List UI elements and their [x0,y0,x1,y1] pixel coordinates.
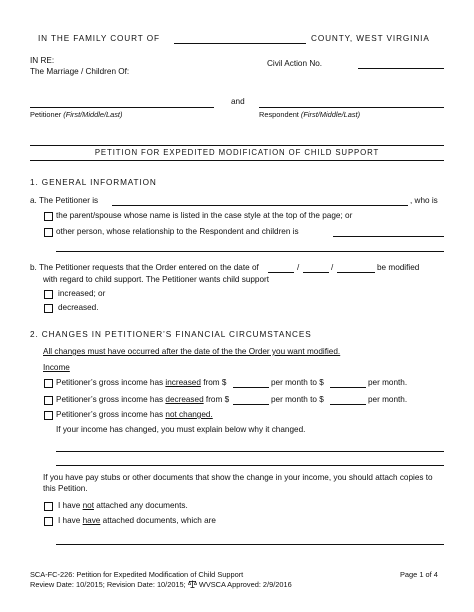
per-month-label-2: per month. [368,395,408,404]
have-word: have [82,516,101,525]
per-month-label: per month. [368,378,408,387]
per-month-to-label-2: per month to $ [271,395,324,404]
civil-action-label: Civil Action No. [267,59,323,68]
income-not-changed-prefix: Petitioner’s gross income has [56,410,164,419]
form-id-line: SCA-FC-226: Petition for Expedited Modification of Child Support [30,570,244,579]
attached-post: attached documents, which are [102,516,216,525]
review-date-text: Review Date: 10/2015; Revision Date: 10/2015; [30,580,186,589]
respondent-label: Respondent [259,110,299,119]
not-attached-post: attached any documents. [96,501,188,510]
attached-documents-field[interactable] [56,544,444,545]
income-decreased-prefix: Petitioner’s gross income has [56,395,164,404]
respondent-hint: (First/Middle/Last) [300,110,361,119]
petitioner-name-field[interactable] [30,107,214,108]
who-is-label: , who is [410,196,438,205]
order-day-field[interactable] [303,272,329,273]
increased-checkbox[interactable] [44,290,53,299]
increased-from-amount[interactable] [233,387,269,388]
title-rule-bottom [30,160,444,161]
attached-checkbox[interactable] [44,517,53,526]
order-month-field[interactable] [268,272,294,273]
child-support-label: with regard to child support. The Petitioner wants child support [43,275,270,284]
court-prefix: IN THE FAMILY COURT OF [38,34,160,43]
county-field[interactable] [174,43,306,44]
petition-title: PETITION FOR EXPEDITED MODIFICATION OF CHILD SUPPORT [94,148,380,157]
other-person-checkbox[interactable] [44,228,53,237]
petitioner-hint: (First/Middle/Last) [63,110,123,119]
order-year-field[interactable] [337,272,375,273]
paystubs-note-line1: If you have pay stubs or other documents that show the change in your income, you should attach copies to [43,473,433,482]
income-decreased-checkbox[interactable] [44,396,53,405]
not-attached-pre: I have [58,501,81,510]
decreased-label: decreased. [58,303,99,312]
not-attached-checkbox[interactable] [44,502,53,511]
court-suffix: COUNTY, WEST VIRGINIA [311,34,430,43]
respondent-name-field[interactable] [259,107,444,108]
petitioner-is-field[interactable] [112,205,408,206]
parent-spouse-label: the parent/spouse whose name is listed in the case style at the top of the page; or [56,211,353,220]
and-text: and [231,97,245,106]
attached-pre: I have [58,516,81,525]
paystubs-note-line2: this Petition. [43,484,88,493]
decreased-checkbox[interactable] [44,304,53,313]
income-increased-prefix: Petitioner’s gross income has [56,378,164,387]
increased-to-amount[interactable] [330,387,366,388]
all-changes-note: All changes must have occurred after the date of the the Order you want modified. [43,347,341,356]
in-re-label: IN RE: [30,56,55,65]
from-label: from $ [203,378,227,387]
decreased-to-amount[interactable] [330,404,366,405]
date-sep-1: / [297,263,300,272]
decreased-from-amount[interactable] [233,404,269,405]
explain-instruction: If your income has changed, you must explain below why it changed. [56,425,306,434]
increased-label: increased; or [58,289,106,298]
title-rule-top [30,145,444,146]
income-label: Income [43,363,70,372]
be-modified-label: be modified [377,263,420,272]
income-increased-checkbox[interactable] [44,379,53,388]
petitioner-is-label: a. The Petitioner is [30,196,99,205]
per-month-to-label: per month to $ [271,378,324,387]
explain-field-line1[interactable] [56,451,444,452]
relationship-field-line2[interactable] [56,251,444,252]
explain-field-line2[interactable] [56,465,444,466]
section2-heading: 2. CHANGES IN PETITIONER’S FINANCIAL CIRCUMSTANCES [30,330,312,339]
marriage-children-label: The Marriage / Children Of: [30,67,130,76]
increased-word: increased [165,378,201,387]
date-sep-2: / [331,263,334,272]
civil-action-field[interactable] [358,68,444,69]
decreased-word: decreased [165,395,204,404]
page-number: Page 1 of 4 [400,570,438,579]
parent-spouse-checkbox[interactable] [44,212,53,221]
order-date-label: b. The Petitioner requests that the Order entered on the date of [30,263,259,272]
relationship-field[interactable] [333,236,444,237]
section1-heading: 1. GENERAL INFORMATION [30,178,157,187]
not-changed-word: not changed. [165,410,213,419]
scales-of-justice-icon [188,580,197,588]
other-person-label: other person, whose relationship to the Respondent and children is [56,227,299,236]
not-word: not [82,501,94,510]
petitioner-label: Petitioner [30,110,62,119]
approved-date-text: WVSCA Approved: 2/9/2016 [198,580,292,589]
from-label-2: from $ [205,395,230,404]
income-not-changed-checkbox[interactable] [44,411,53,420]
